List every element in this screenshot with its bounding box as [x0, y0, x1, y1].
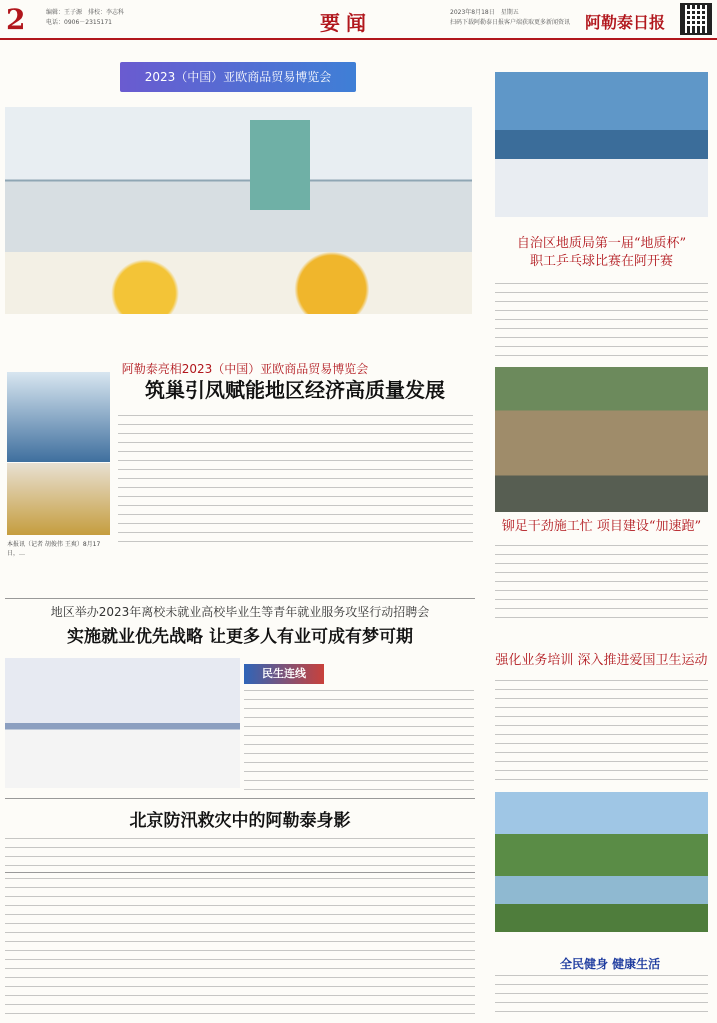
health-banner: 全民健身 健康生活 [560, 957, 661, 971]
phone-line: 电话：0906－2315171 [46, 19, 112, 26]
lead-photo-caption: 本报讯（记者 胡俊伟 王爽）8月17日，… [7, 541, 101, 557]
health-body-text [495, 975, 708, 1020]
date-info [450, 8, 570, 28]
flood-body-text [5, 878, 475, 1018]
wetland-photo [495, 792, 708, 932]
section-title: 要闻 [320, 11, 372, 35]
page-number: 2 [6, 3, 26, 36]
road-construction-photo [495, 367, 708, 512]
lead-body-text [118, 415, 473, 550]
editor-line: 编辑：王子源 排校：李志科 [46, 9, 125, 16]
booth-sign [250, 120, 310, 210]
flood-headline: 北京防汛救灾中的阿勒泰身影 [129, 811, 351, 831]
paper-name: 阿勒泰日报 [585, 13, 666, 32]
patriotic-body-text [495, 680, 708, 780]
road-headline: 铆足干劲施工忙 项目建设“加速跑” [501, 519, 702, 534]
pingpong-headline-line2: 职工乒乓球比赛在阿开赛 [529, 254, 673, 269]
pingpong-headline-line1: 自治区地质局第一届“地质杯” [516, 236, 687, 251]
patriotic-headline: 强化业务培训 深入推进爱国卫生运动 [495, 653, 708, 668]
expo-photo [5, 107, 472, 314]
qr-code-icon[interactable] [680, 3, 712, 35]
jobs-subtitle: 地区举办2023年离校未就业高校毕业生等青年就业服务攻坚行动招聘会 [50, 605, 430, 619]
divider [5, 798, 475, 799]
expo-photo-small-2 [7, 463, 110, 535]
divider [5, 872, 475, 873]
pingpong-photo [495, 72, 708, 217]
jobs-body-text [244, 690, 474, 790]
lead-subtitle: 阿勒泰亮相2023（中国）亚欧商品贸易博览会 [121, 362, 369, 376]
date-line: 2023年8月18日 星期五 [450, 9, 519, 16]
job-fair-photo [5, 658, 240, 788]
pingpong-body-text [495, 283, 708, 358]
pingpong-headline [495, 235, 708, 271]
expo-photo-small-1 [7, 372, 110, 462]
jobs-headline: 实施就业优先战略 让更多人有业可成有梦可期 [67, 627, 413, 647]
qr-prompt: 扫码下载阿勒泰日报客户端获取更多新闻资讯 [450, 19, 571, 26]
divider [5, 598, 475, 599]
lead-headline: 筑巢引凤赋能地区经济高质量发展 [145, 378, 445, 402]
expo-banner: 2023（中国）亚欧商品贸易博览会 [120, 62, 356, 92]
livelihood-tag: 民生连线 [244, 664, 324, 684]
editor-info [46, 8, 124, 28]
flood-intro-text [5, 838, 475, 868]
road-body-text [495, 545, 708, 620]
